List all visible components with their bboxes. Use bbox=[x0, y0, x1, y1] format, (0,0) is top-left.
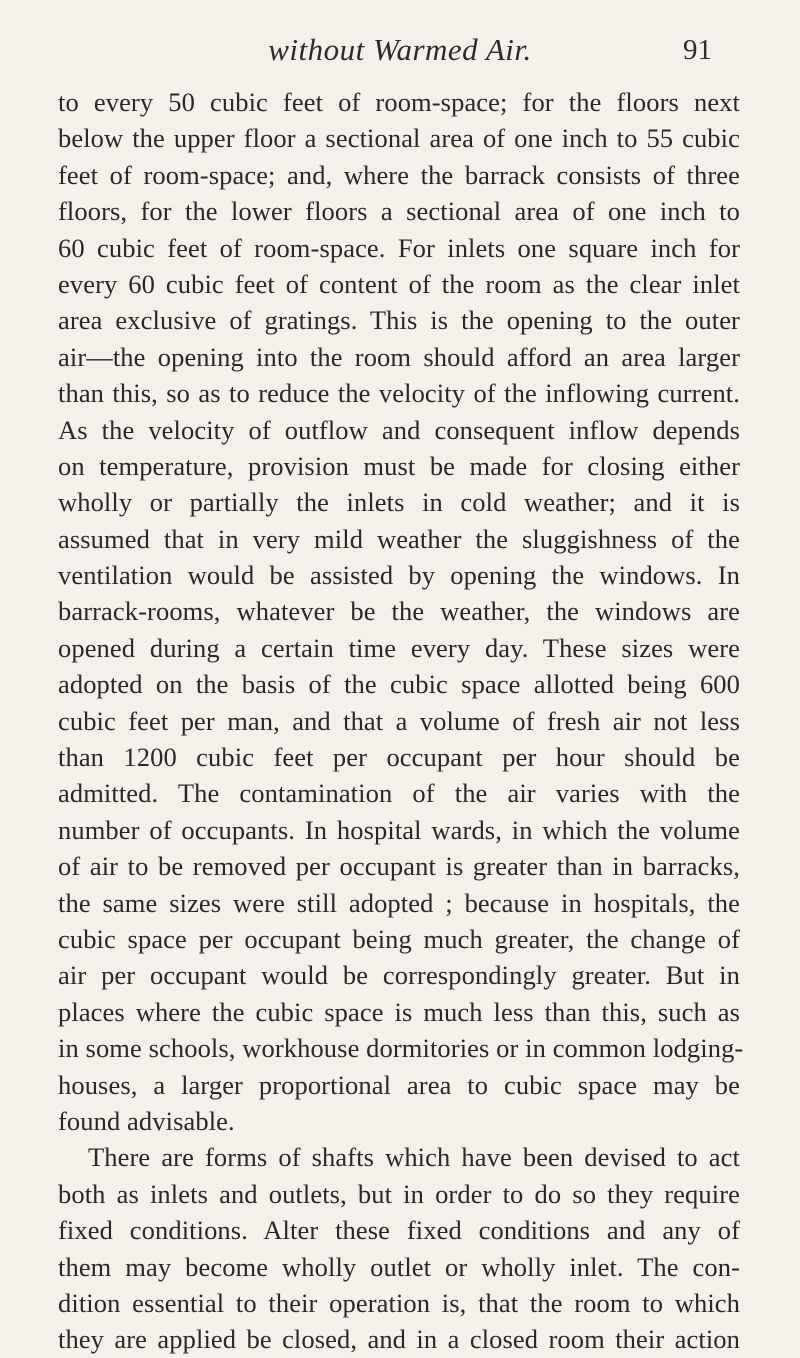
text-line: houses, a larger proportional area to cubic space may be bbox=[58, 1069, 740, 1100]
text-line: number of occupants. In hospital wards, in which the volume bbox=[58, 814, 740, 845]
text-line: air—the opening into the room should afford an area larger bbox=[58, 341, 740, 372]
body-text bbox=[58, 84, 744, 1358]
text-line: admitted. The contamination of the air varies with the bbox=[58, 778, 740, 809]
text-line: floors, for the lower floors a sectional area of one inch to bbox=[58, 196, 740, 227]
text-line: below the upper floor a sectional area of one inch to 55 cubic bbox=[58, 123, 740, 154]
paragraph-2 bbox=[58, 1139, 740, 1357]
text-line: As the velocity of outflow and consequent inflow depends bbox=[58, 414, 740, 445]
text-line: opened during a certain time every day. These sizes were bbox=[58, 632, 740, 663]
text-line: cubic feet per man, and that a volume of fresh air not less bbox=[58, 705, 740, 736]
running-title: without Warmed Air. bbox=[268, 32, 532, 67]
text-line: the same sizes were still adopted ; because in hospitals, the bbox=[58, 887, 740, 918]
text-line: in some schools, workhouse dormitories or in common lodging- bbox=[58, 1033, 744, 1064]
paragraph-1 bbox=[58, 84, 744, 1139]
text-line: places where the cubic space is much less than this, such as bbox=[58, 996, 740, 1027]
text-line: found advisable. bbox=[58, 1105, 235, 1136]
text-line: both as inlets and outlets, but in order to do so they require bbox=[58, 1178, 740, 1209]
text-line: 60 cubic feet of room-space. For inlets one square inch for bbox=[58, 232, 740, 263]
text-line: air per occupant would be correspondingly greater. But in bbox=[58, 960, 740, 991]
page-number: 91 bbox=[683, 34, 712, 66]
text-line: than this, so as to reduce the velocity of the inflowing current. bbox=[58, 378, 740, 409]
text-line: dition essential to their operation is, that the room to which bbox=[58, 1287, 740, 1318]
text-line: adopted on the basis of the cubic space allotted being 600 bbox=[58, 669, 740, 700]
text-line: to every 50 cubic feet of room-space; for the floors next bbox=[58, 87, 740, 117]
text-line: There are forms of shafts which have been devised to act bbox=[88, 1142, 740, 1173]
text-line: wholly or partially the inlets in cold weather; and it is bbox=[58, 487, 740, 518]
text-line: assumed that in very mild weather the sluggishness of the bbox=[58, 523, 740, 554]
text-line: feet of room-space; and, where the barrack consists of three bbox=[58, 159, 740, 190]
text-line: they are applied be closed, and in a closed room their action bbox=[58, 1324, 740, 1355]
text-line: of air to be removed per occupant is greater than in barracks, bbox=[58, 851, 740, 882]
text-line: barrack-rooms, whatever be the weather, the windows are bbox=[58, 596, 740, 627]
text-line: ventilation would be assisted by opening the windows. In bbox=[58, 560, 740, 591]
text-line: area exclusive of gratings. This is the opening to the outer bbox=[58, 305, 740, 336]
text-line: cubic space per occupant being much greater, the change of bbox=[58, 923, 740, 954]
text-line: than 1200 cubic feet per occupant per hour should be bbox=[58, 742, 740, 773]
text-line: them may become wholly outlet or wholly inlet. The con- bbox=[58, 1251, 740, 1282]
text-line: on temperature, provision must be made for closing either bbox=[58, 450, 740, 481]
text-line: every 60 cubic feet of content of the room as the clear inlet bbox=[58, 268, 740, 299]
text-line: fixed conditions. Alter these fixed conditions and any of bbox=[58, 1215, 740, 1246]
running-head bbox=[0, 32, 800, 72]
